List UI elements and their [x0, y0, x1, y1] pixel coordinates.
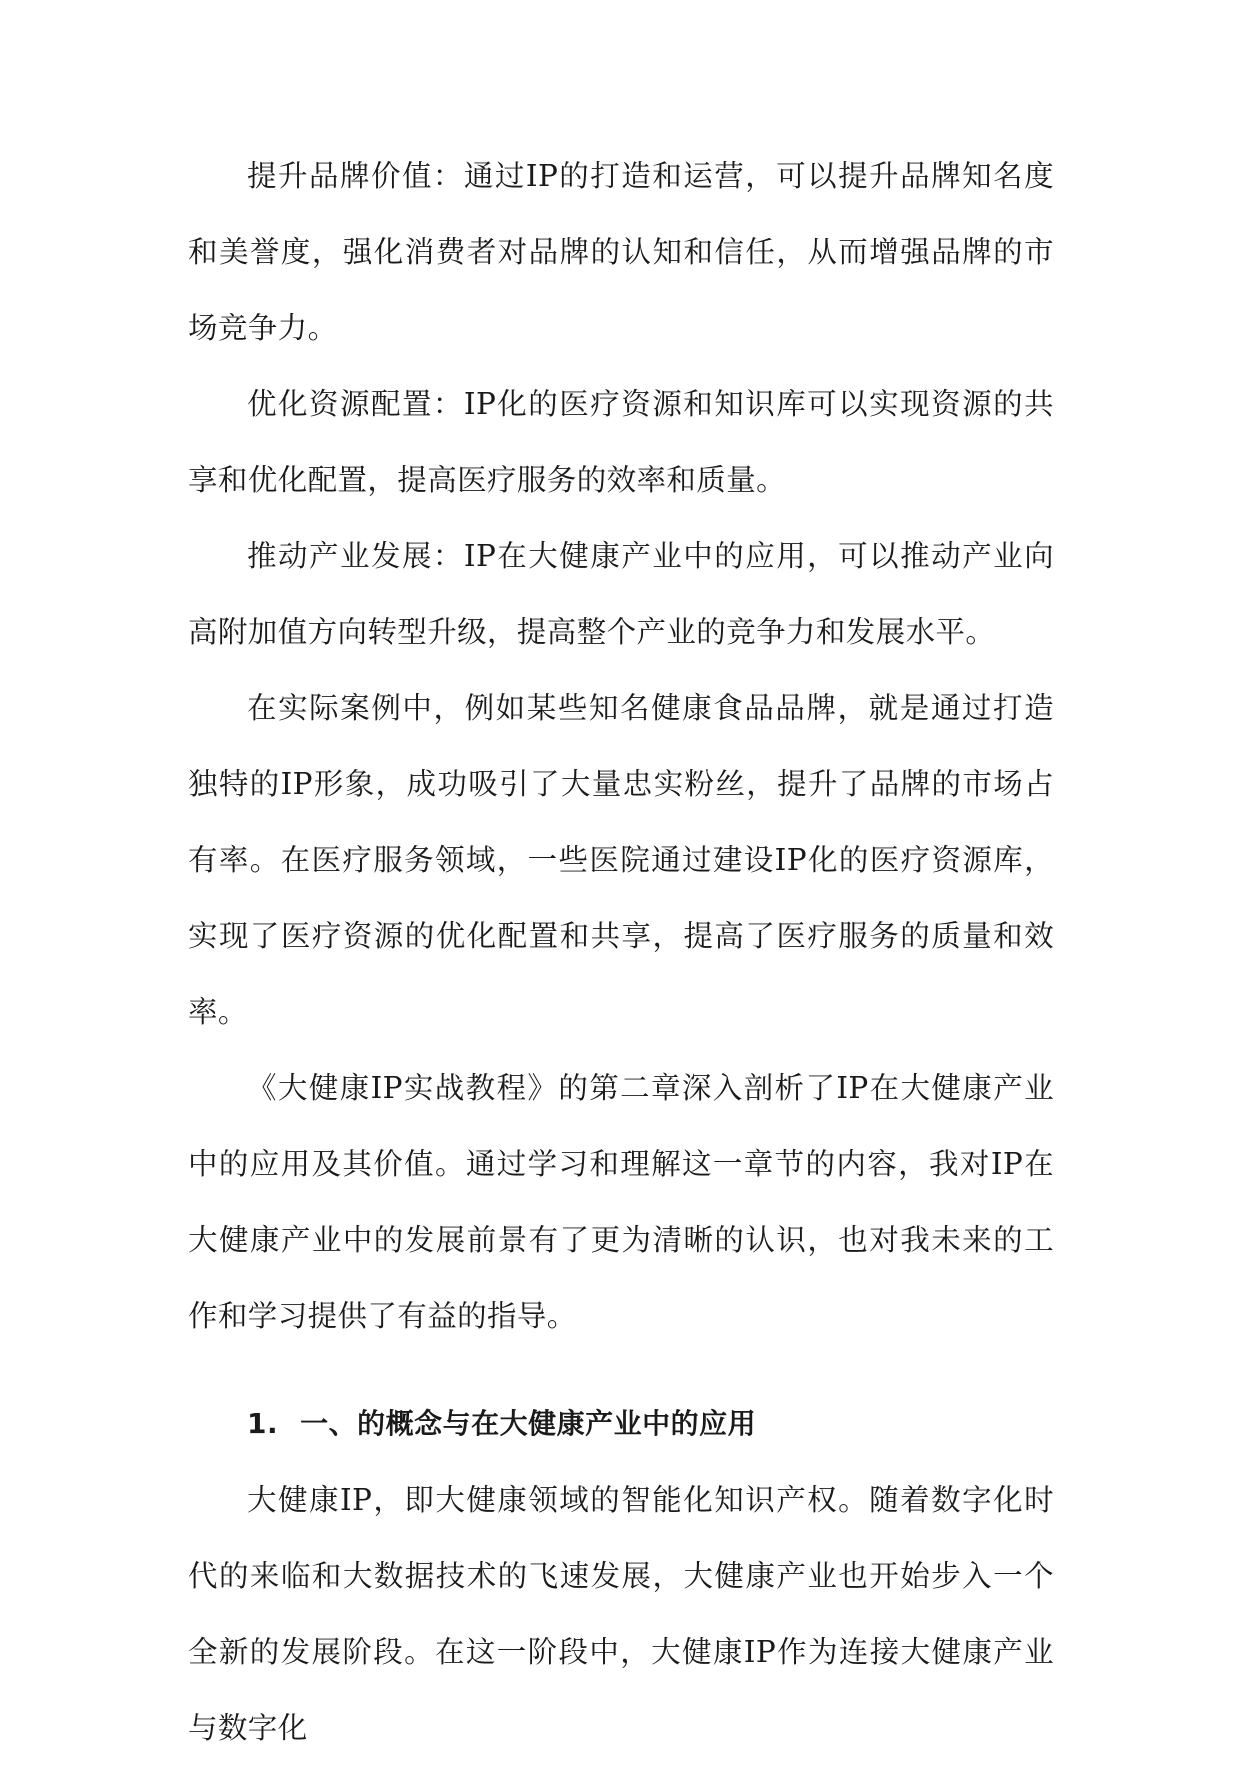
paragraph-resource-allocation: 优化资源配置：IP化的医疗资源和知识库可以实现资源的共享和优化配置，提高医疗服务的效率和质量。: [188, 387, 1054, 497]
section-title: 一、的概念与在大健康产业中的应用: [300, 1407, 757, 1440]
paragraph-industry-development: 推动产业发展：IP在大健康产业中的应用，可以推动产业向高附加值方向转型升级，提高整个产业的竞争力和发展水平。: [188, 539, 1054, 649]
section-number: 1.: [247, 1407, 279, 1440]
paragraph-chapter-summary: 《大健康IP实战教程》的第二章深入剖析了IP在大健康产业中的应用及其价值。通过学习和理解这一章节的内容，我对IP在大健康产业中的发展前景有了更为清晰的认识，也对我未来的工作和学习提供了有益的指导。: [188, 1071, 1054, 1333]
page-content: [188, 138, 1054, 1766]
section-heading: [188, 1386, 1054, 1462]
paragraph-case-study: 在实际案例中，例如某些知名健康食品品牌，就是通过打造独特的IP形象，成功吸引了大量忠实粉丝，提升了品牌的市场占有率。在医疗服务领域，一些医院通过建设IP化的医疗资源库，实现了医疗资源的优化配置和共享，提高了医疗服务的质量和效率。: [188, 691, 1054, 1029]
paragraph-brand-value: 提升品牌价值：通过IP的打造和运营，可以提升品牌知名度和美誉度，强化消费者对品牌的认知和信任，从而增强品牌的市场竞争力。: [188, 159, 1054, 345]
paragraph-section-intro: 大健康IP，即大健康领域的智能化知识产权。随着数字化时代的来临和大数据技术的飞速发展，大健康产业也开始步入一个全新的发展阶段。在这一阶段中，大健康IP作为连接大健康产业与数字化: [188, 1483, 1054, 1745]
